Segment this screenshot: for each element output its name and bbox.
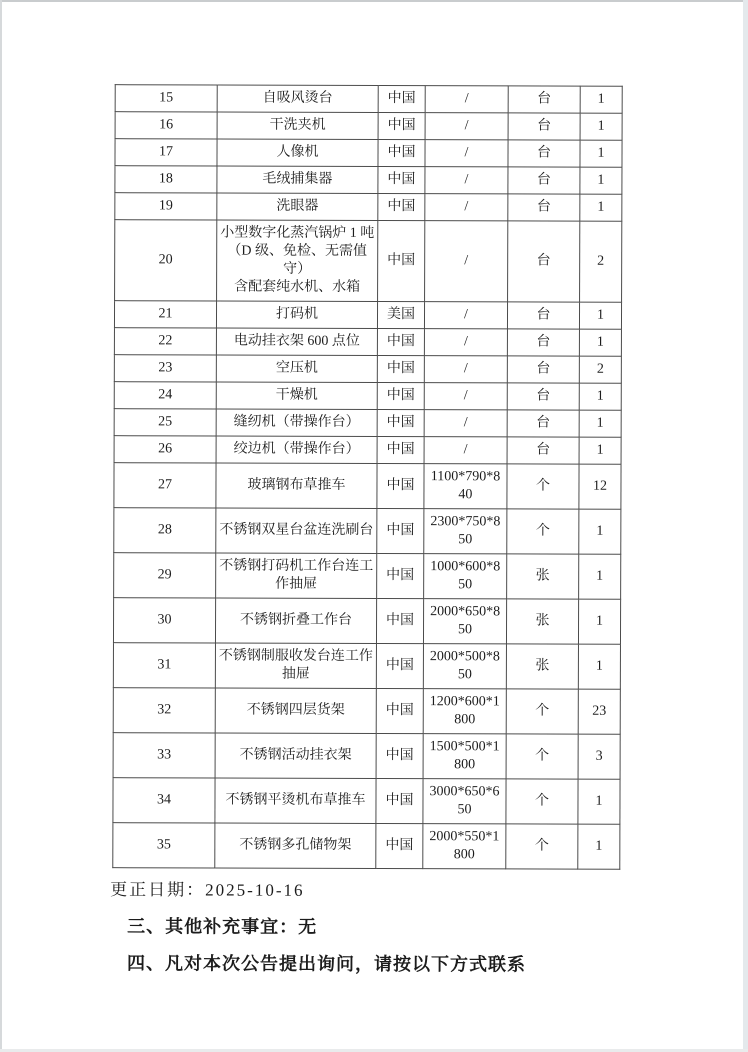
cell-item-number: 29 <box>114 553 216 598</box>
cell-quantity: 1 <box>579 383 621 410</box>
cell-item-number: 33 <box>113 733 215 778</box>
cell-origin: 中国 <box>378 113 425 140</box>
cell-item-number: 24 <box>114 382 216 409</box>
cell-spec: / <box>425 221 508 302</box>
cell-item-name: 不锈钢活动挂衣架 <box>215 733 376 779</box>
cell-quantity: 1 <box>580 86 622 113</box>
note-other-supplementary-matters: 三、其他补充事宜：无 <box>127 916 318 937</box>
cell-unit: 台 <box>508 167 580 194</box>
cell-quantity: 1 <box>579 329 621 356</box>
cell-spec: 2000*550*1 800 <box>423 824 506 869</box>
cell-spec: 1500*500*1 800 <box>423 734 506 779</box>
table-row <box>115 85 622 114</box>
correction-date-line <box>110 877 745 904</box>
cell-origin: 中国 <box>376 779 423 824</box>
cell-origin: 中国 <box>377 356 424 383</box>
cell-origin: 中国 <box>378 86 425 113</box>
cell-item-name: 绞边机（带操作台） <box>216 436 377 464</box>
cell-unit: 个 <box>506 779 578 824</box>
cell-spec: / <box>424 437 507 464</box>
cell-item-number: 16 <box>115 112 217 139</box>
cell-unit: 台 <box>507 356 579 383</box>
cell-origin: 中国 <box>378 167 425 194</box>
cell-item-number: 22 <box>114 328 216 355</box>
cell-quantity: 1 <box>578 599 620 644</box>
correction-date-value: 2025-10-16 <box>205 880 305 900</box>
cell-item-name: 缝纫机（带操作台） <box>216 409 377 437</box>
cell-item-number: 31 <box>113 643 215 688</box>
cell-quantity: 1 <box>580 113 622 140</box>
cell-quantity: 1 <box>579 410 621 437</box>
cell-item-number: 35 <box>113 823 215 868</box>
cell-unit: 台 <box>507 437 579 464</box>
cell-item-name: 不锈钢打码机工作台连工 作抽屉 <box>216 553 377 599</box>
cell-item-name: 洗眼器 <box>217 193 378 221</box>
cell-item-name: 玻璃钢布草推车 <box>216 463 377 509</box>
cell-spec: 2300*750*8 50 <box>424 509 507 554</box>
cell-item-name: 人像机 <box>217 139 378 167</box>
cell-unit: 台 <box>508 194 580 221</box>
cell-item-number: 19 <box>115 193 217 220</box>
cell-spec: 3000*650*6 50 <box>423 779 506 824</box>
cell-item-number: 27 <box>114 463 216 508</box>
cell-item-name: 不锈钢制服收发台连工作 抽屉 <box>215 643 376 689</box>
cell-unit: 台 <box>507 329 579 356</box>
cell-unit: 台 <box>508 113 580 140</box>
cell-spec: / <box>425 140 508 167</box>
table-row <box>115 112 622 141</box>
cell-spec: 1200*600*1 800 <box>423 689 506 734</box>
table-row <box>115 220 622 303</box>
cell-quantity: 1 <box>578 779 620 824</box>
table-row <box>115 193 622 222</box>
cell-item-number: 30 <box>113 598 215 643</box>
cell-item-name: 打码机 <box>216 301 377 329</box>
table-row <box>114 409 621 438</box>
cell-spec: 1000*600*8 50 <box>424 554 507 599</box>
cell-spec: 1100*790*8 40 <box>424 464 507 509</box>
cell-spec: 2000*500*8 50 <box>423 644 506 689</box>
cell-quantity: 1 <box>580 140 622 167</box>
table-row <box>114 508 621 555</box>
cell-item-number: 17 <box>115 139 217 166</box>
cell-unit: 台 <box>508 221 580 302</box>
cell-spec: / <box>425 86 508 113</box>
cell-item-name: 自吸风烫台 <box>217 85 378 113</box>
cell-item-number: 20 <box>115 220 217 301</box>
cell-quantity: 3 <box>578 734 620 779</box>
table-row <box>114 355 621 384</box>
cell-spec: / <box>424 410 507 437</box>
table-row <box>113 688 620 735</box>
cell-origin: 美国 <box>377 302 424 329</box>
cell-item-name: 毛绒捕集器 <box>217 166 378 194</box>
cell-unit: 台 <box>507 302 579 329</box>
cell-item-number: 26 <box>114 436 216 463</box>
cell-spec: / <box>424 329 507 356</box>
table-row <box>113 778 620 825</box>
cell-unit: 个 <box>506 824 578 869</box>
cell-item-name: 干洗夹机 <box>217 112 378 140</box>
table-row <box>113 643 620 690</box>
cell-quantity: 1 <box>579 437 621 464</box>
cell-item-name: 干燥机 <box>216 382 377 410</box>
cell-quantity: 1 <box>580 167 622 194</box>
table-row <box>113 598 620 645</box>
cell-quantity: 1 <box>579 302 621 329</box>
cell-spec: / <box>424 383 507 410</box>
table-row <box>113 733 620 780</box>
cell-origin: 中国 <box>378 194 425 221</box>
cell-item-number: 23 <box>114 355 216 382</box>
cell-quantity: 1 <box>579 509 621 554</box>
cell-unit: 台 <box>508 86 580 113</box>
cell-spec: / <box>425 194 508 221</box>
cell-origin: 中国 <box>377 437 424 464</box>
table-row <box>114 553 621 600</box>
cell-item-number: 28 <box>114 508 216 553</box>
cell-origin: 中国 <box>378 221 425 302</box>
cell-origin: 中国 <box>376 644 423 689</box>
cell-quantity: 1 <box>580 194 622 221</box>
cell-item-name: 不锈钢折叠工作台 <box>215 598 376 644</box>
cell-origin: 中国 <box>377 329 424 356</box>
cell-origin: 中国 <box>377 383 424 410</box>
cell-unit: 个 <box>506 689 578 734</box>
cell-origin: 中国 <box>376 689 423 734</box>
cell-quantity: 12 <box>579 464 621 509</box>
cell-unit: 个 <box>507 509 579 554</box>
cell-origin: 中国 <box>376 599 423 644</box>
cell-item-name: 不锈钢多孔储物架 <box>215 823 376 869</box>
cell-unit: 张 <box>506 599 578 644</box>
cell-spec: 2000*650*8 50 <box>423 599 506 644</box>
cell-quantity: 1 <box>578 644 620 689</box>
cell-unit: 个 <box>506 734 578 779</box>
table-row <box>114 328 621 357</box>
cell-origin: 中国 <box>378 140 425 167</box>
cell-origin: 中国 <box>376 824 423 869</box>
cell-origin: 中国 <box>376 734 423 779</box>
table-row <box>113 823 620 870</box>
cell-item-name: 空压机 <box>216 355 377 383</box>
cell-unit: 台 <box>508 140 580 167</box>
cell-origin: 中国 <box>377 509 424 554</box>
cell-item-number: 32 <box>113 688 215 733</box>
table-row <box>114 382 621 411</box>
correction-date-label: 更正日期： <box>110 880 206 900</box>
table-row <box>115 166 622 195</box>
cell-spec: / <box>424 356 507 383</box>
cell-spec: / <box>425 167 508 194</box>
cell-item-name: 不锈钢平烫机布草推车 <box>215 778 376 824</box>
table-row <box>114 301 621 330</box>
cell-spec: / <box>425 113 508 140</box>
cell-quantity: 2 <box>579 356 621 383</box>
cell-item-number: 25 <box>114 409 216 436</box>
cell-unit: 台 <box>507 410 579 437</box>
cell-unit: 个 <box>507 464 579 509</box>
equipment-table <box>112 84 622 870</box>
cell-item-name: 不锈钢四层货架 <box>215 688 376 734</box>
table-row <box>115 139 622 168</box>
cell-origin: 中国 <box>377 410 424 437</box>
cell-unit: 台 <box>507 383 579 410</box>
cell-quantity: 1 <box>579 554 621 599</box>
cell-quantity: 23 <box>578 689 620 734</box>
cell-origin: 中国 <box>377 464 424 509</box>
cell-item-name: 电动挂衣架 600 点位 <box>216 328 377 356</box>
cell-item-number: 34 <box>113 778 215 823</box>
table-row <box>114 436 621 465</box>
cell-item-number: 15 <box>115 85 217 112</box>
note-inquiry-contact: 四、凡对本次公告提出询问，请按以下方式联系 <box>126 953 527 975</box>
cell-unit: 张 <box>507 554 579 599</box>
cell-item-number: 18 <box>115 166 217 193</box>
cell-quantity: 1 <box>578 824 620 869</box>
cell-item-name: 不锈钢双星台盆连洗刷台 <box>216 508 377 554</box>
cell-spec: / <box>424 302 507 329</box>
cell-quantity: 2 <box>580 221 622 302</box>
cell-item-name: 小型数字化蒸汽锅炉 1 吨 （D 级、免检、无需值守） 含配套纯水机、水箱 <box>217 220 378 302</box>
cell-unit: 张 <box>506 644 578 689</box>
cell-item-number: 21 <box>114 301 216 328</box>
table-row <box>114 463 621 510</box>
cell-origin: 中国 <box>377 554 424 599</box>
